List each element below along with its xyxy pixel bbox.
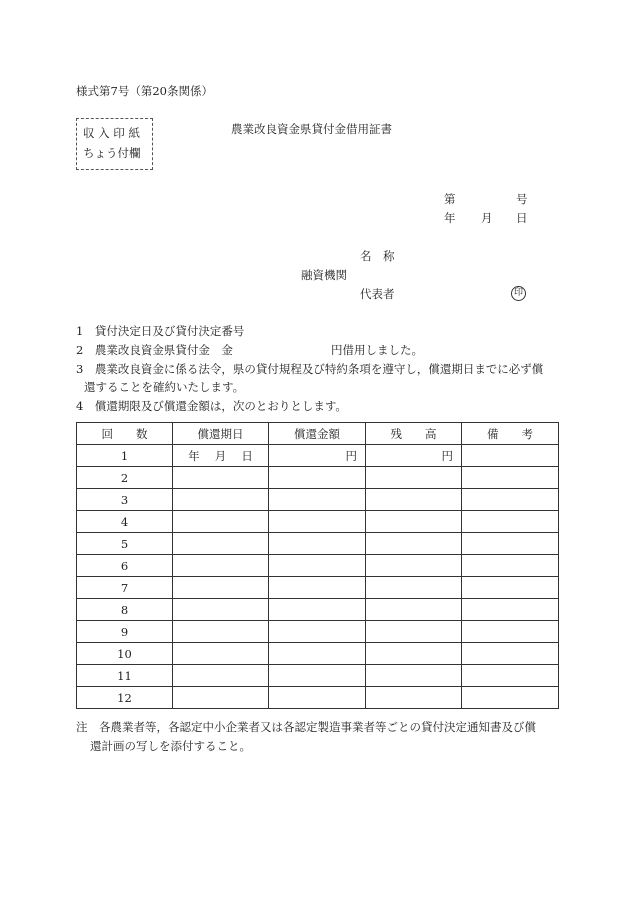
stamp-box-line2: ちょう付欄 [83,146,141,160]
balance-cell[interactable] [366,577,462,599]
remarks-cell[interactable] [462,599,559,621]
due-date-cell[interactable] [173,643,269,665]
header-remarks: 備 考 [462,423,559,445]
item-2-suffix: 円借用しました。 [331,343,423,357]
row-number: 8 [77,599,173,621]
item-2: 2 農業改良資金県貸付金 金 [76,343,233,357]
due-date-cell[interactable] [173,511,269,533]
due-date-cell[interactable] [173,665,269,687]
revenue-stamp-box [76,118,153,170]
remarks-cell[interactable] [462,577,559,599]
balance-cell[interactable]: 円 [366,445,462,467]
due-date-cell[interactable] [173,555,269,577]
row-number: 2 [77,467,173,489]
institution-name-label: 名 称 [360,249,395,263]
due-date-cell[interactable] [173,577,269,599]
table-row [77,599,559,621]
due-date-cell[interactable] [173,687,269,709]
item-3-line1: 3 農業改良資金に係る法令，県の貸付規程及び特約条項を遵守し，償還期日までに必ず償 [76,362,544,376]
remarks-cell[interactable] [462,467,559,489]
balance-cell[interactable] [366,533,462,555]
balance-cell[interactable] [366,621,462,643]
amount-cell[interactable] [269,687,366,709]
table-row [77,577,559,599]
header-count: 回 数 [77,423,173,445]
remarks-cell[interactable] [462,533,559,555]
doc-number-label: 第 [444,192,456,206]
row-number: 9 [77,621,173,643]
due-date-cell[interactable] [173,533,269,555]
balance-cell[interactable] [366,555,462,577]
stamp-box-line1: 収 入 印 紙 [83,126,140,140]
date-year: 年 [444,211,456,225]
row-number: 5 [77,533,173,555]
table-row [77,533,559,555]
table-row [77,643,559,665]
item-1: 1 貸付決定日及び貸付決定番号 [76,324,245,338]
remarks-cell[interactable] [462,687,559,709]
row-number: 4 [77,511,173,533]
balance-cell[interactable] [366,467,462,489]
row-number: 1 [77,445,173,467]
balance-cell[interactable] [366,489,462,511]
amount-cell[interactable] [269,555,366,577]
due-date-cell[interactable] [173,489,269,511]
row-number: 12 [77,687,173,709]
note-line1: 注 各農業者等，各認定中小企業者又は各認定製造事業者等ごとの貸付決定通知書及び償 [76,720,536,734]
remarks-cell[interactable] [462,489,559,511]
header-amount: 償還金額 [269,423,366,445]
amount-cell[interactable] [269,643,366,665]
remarks-cell[interactable] [462,665,559,687]
remarks-cell[interactable] [462,445,559,467]
due-date-cell[interactable] [173,599,269,621]
amount-cell[interactable]: 円 [269,445,366,467]
institution-rep-label: 代表者 [360,287,395,301]
table-row [77,555,559,577]
balance-cell[interactable] [366,511,462,533]
table-row [77,621,559,643]
amount-cell[interactable] [269,621,366,643]
balance-cell[interactable] [366,687,462,709]
table-row [77,489,559,511]
amount-cell[interactable] [269,511,366,533]
table-row [77,445,559,467]
amount-cell[interactable] [269,467,366,489]
table-header-row [77,423,559,445]
remarks-cell[interactable] [462,511,559,533]
amount-cell[interactable] [269,599,366,621]
amount-cell[interactable] [269,489,366,511]
row-number: 7 [77,577,173,599]
row-number: 3 [77,489,173,511]
row-number: 10 [77,643,173,665]
amount-cell[interactable] [269,577,366,599]
due-date-cell[interactable]: 年 月 日 [173,445,269,467]
repayment-schedule-table [76,422,559,709]
amount-cell[interactable] [269,665,366,687]
row-number: 11 [77,665,173,687]
form-number: 様式第7号（第20条関係） [76,84,213,98]
table-row [77,467,559,489]
table-row [77,511,559,533]
remarks-cell[interactable] [462,621,559,643]
seal-mark [511,286,526,301]
header-due-date: 償還期日 [173,423,269,445]
balance-cell[interactable] [366,665,462,687]
balance-cell[interactable] [366,643,462,665]
row-number: 6 [77,555,173,577]
seal-mark-text: 印 [513,288,523,298]
item-3-line2: 還することを確約いたします。 [84,380,245,394]
amount-cell[interactable] [269,533,366,555]
date-month: 月 [481,211,493,225]
note-line2: 還計画の写しを添付すること。 [90,739,251,753]
table-row [77,665,559,687]
item-4: 4 償還期限及び償還金額は，次のとおりとします。 [76,399,347,413]
header-balance: 残 高 [366,423,462,445]
table-row [77,687,559,709]
remarks-cell[interactable] [462,555,559,577]
due-date-cell[interactable] [173,467,269,489]
doc-number-suffix: 号 [516,192,528,206]
institution-org-label: 融資機関 [301,268,347,282]
date-day: 日 [516,211,528,225]
balance-cell[interactable] [366,599,462,621]
document-title: 農業改良資金県貸付金借用証書 [231,122,392,136]
due-date-cell[interactable] [173,621,269,643]
remarks-cell[interactable] [462,643,559,665]
